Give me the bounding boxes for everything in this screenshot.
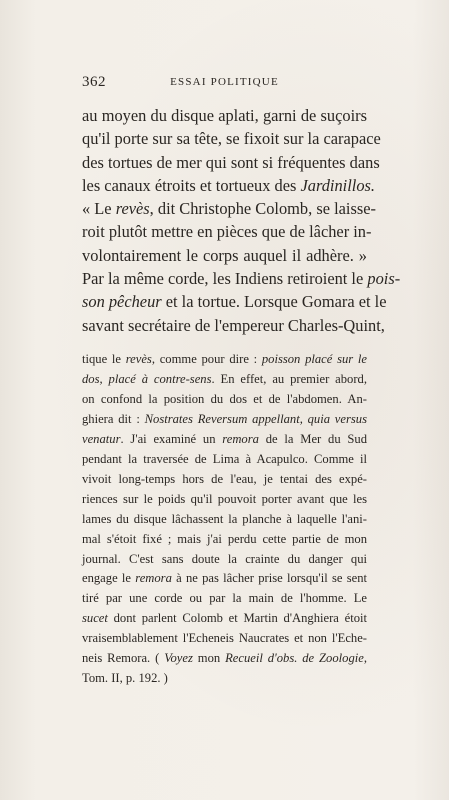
text-run: ghiera dit : (82, 411, 145, 426)
italic-term: pois- (367, 269, 401, 289)
italic-term: dos, placé à contre-sens (82, 371, 212, 386)
footnote-line: pendant la traversée de Lima à Acapulco. Comme il (82, 451, 367, 466)
text-run: , comme pour dire : (151, 352, 262, 366)
italic-book-title: Recueil d'obs. de Zoologie (225, 651, 364, 666)
footnote-line: tiré par une corde ou par la main de l'homme. Le (82, 591, 367, 606)
main-text-line: des tortues de mer qui sont si fréquentes dans (82, 152, 380, 172)
text-run: dont parlent Colomb et Martin d'Anghiera étoit (107, 611, 367, 626)
italic-term: remora (135, 571, 172, 586)
main-text-line: savant secrétaire de l'empereur Charles-Quint, (82, 315, 385, 335)
page-number: 362 (82, 74, 106, 90)
footnote-line (82, 609, 367, 629)
main-text-block (82, 104, 401, 337)
italic-term: remora (222, 431, 259, 446)
footnote-line: mal s'étoit fixé ; mais j'ai perdu cette partie de mon (82, 531, 367, 546)
main-text-line (82, 174, 376, 197)
italic-term: Voyez (164, 651, 193, 666)
text-run: à ne pas lâcher prise lorsqu'il se sent (171, 571, 367, 586)
text-run: et la tortue. Lorsque Gomara et le (161, 292, 387, 312)
text-run: engage le (82, 571, 136, 586)
text-run: neis Remora. ( (82, 651, 165, 666)
main-text-line: qu'il porte sur sa tête, se fixoit sur la carapace (82, 129, 381, 149)
main-text-line: volontairement le corps auquel il adhère. » (82, 245, 367, 265)
italic-term: revès (125, 352, 152, 366)
text-run: tique le (82, 352, 126, 366)
footnote-line: Tom. II, p. 192. ) (82, 671, 168, 686)
main-text-line (82, 197, 376, 220)
footnote-line: on confond la position du dos et de l'abdomen. An- (82, 391, 367, 406)
footnote-line (82, 370, 367, 390)
footnote-line: riences sur le poids qu'il pouvoit porter avant que les (82, 491, 367, 506)
italic-place-name: Jardinillos. (300, 175, 376, 195)
footnote-block (82, 350, 367, 689)
footnote-line (82, 410, 367, 430)
text-run: de la Mer du Sud (258, 431, 367, 446)
footnote-line (82, 649, 367, 669)
italic-term: son pêcheur (82, 292, 162, 312)
text-run: . En effet, au premier abord, (211, 371, 367, 386)
running-title: ESSAI POLITIQUE (170, 76, 279, 88)
text-run: , (363, 651, 367, 666)
text-run: , dit Christophe Colomb, se laisse- (149, 199, 376, 219)
footnote-line (82, 430, 367, 450)
main-text-line (82, 290, 387, 313)
text-run: mon (192, 651, 226, 666)
footnote-line: vivoit long-temps hors de l'eau, je tentai des expé- (82, 471, 367, 486)
italic-latin-quote: venatur (82, 431, 121, 446)
main-text-line: roit plutôt mettre en pièces que de lâcher in- (82, 222, 372, 242)
footnote-line (82, 350, 367, 370)
main-text-line: au moyen du disque aplati, garni de suçoirs (82, 106, 367, 125)
italic-term: poisson placé sur le (261, 352, 367, 366)
footnote-line (82, 569, 367, 589)
main-text-line (82, 267, 401, 290)
text-run: les canaux étroits et tortueux des (82, 175, 301, 195)
italic-latin-quote: Nostrates Reversum appellant, quia versus (144, 411, 367, 426)
italic-term: revès (115, 199, 150, 219)
footnote-line: lames du disque lâchassent la planche à laquelle l'ani- (82, 511, 367, 526)
italic-term: sucet (82, 611, 108, 626)
text-run: . J'ai examiné un (120, 431, 223, 446)
footnote-line: vraisemblablement l'Echeneis Naucrates et non l'Eche- (82, 631, 367, 646)
text-run: « Le (82, 199, 116, 219)
text-run: Par la même corde, les Indiens retiroient le (82, 269, 368, 289)
footnote-line: journal. C'est sans doute la crainte du danger qui (82, 551, 367, 566)
